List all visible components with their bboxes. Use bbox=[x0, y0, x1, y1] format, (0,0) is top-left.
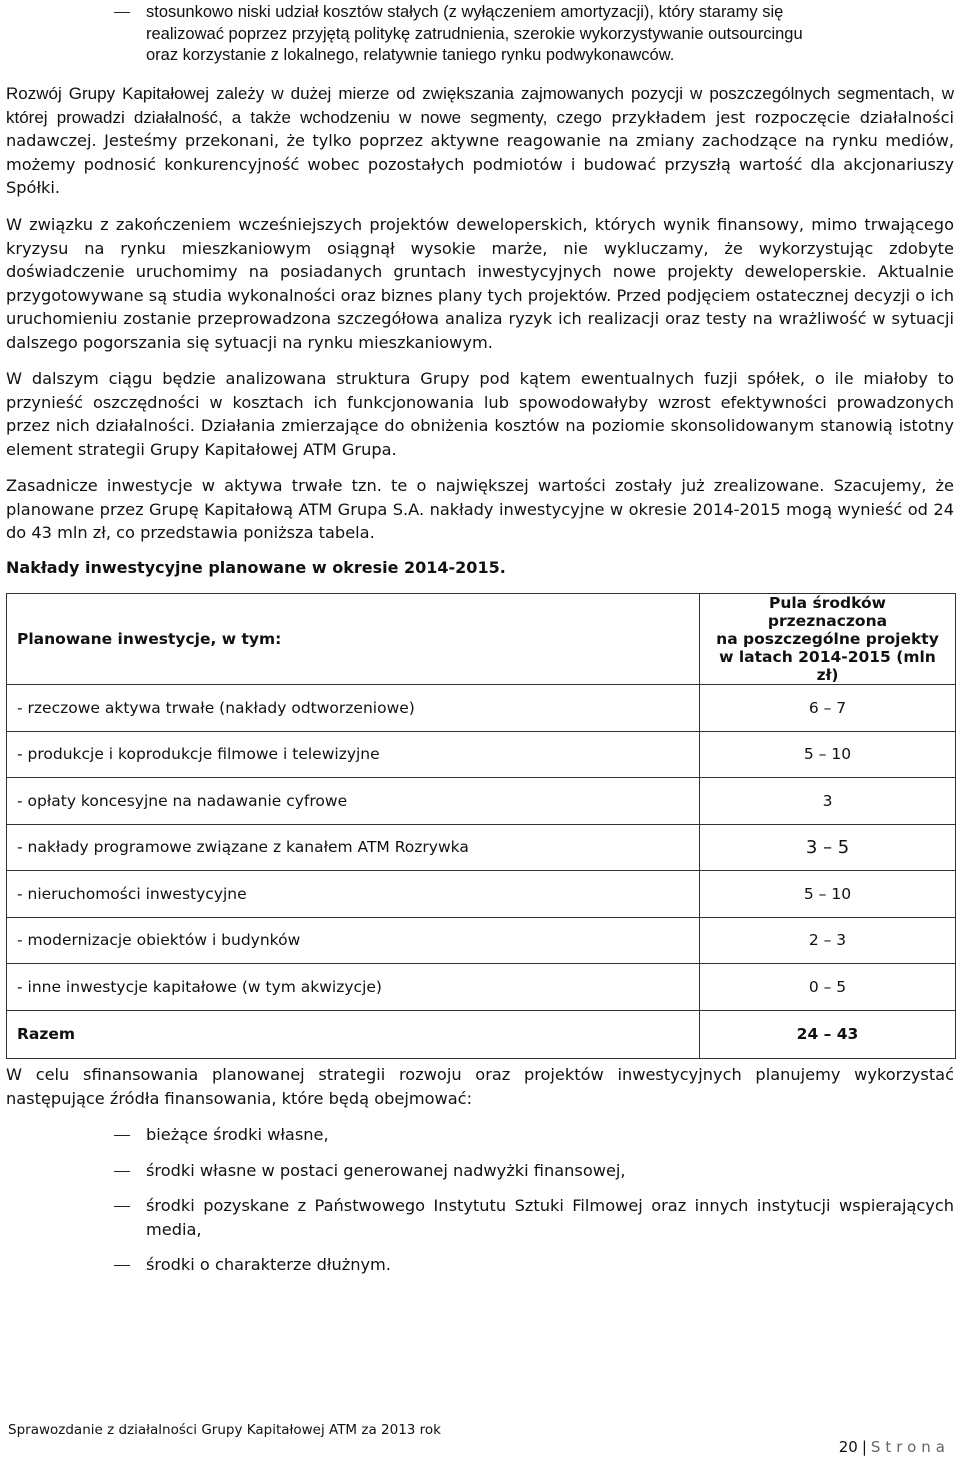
dash-bullet-icon bbox=[114, 1135, 130, 1136]
row-label: - nieruchomości inwestycyjne bbox=[7, 871, 700, 918]
header-line: Pula środków przeznaczona bbox=[767, 594, 888, 630]
row-label: - rzeczowe aktywa trwałe (nakłady odtworzeniowe) bbox=[7, 685, 700, 732]
row-value: 5 – 10 bbox=[700, 871, 956, 918]
paragraph-text: Aktualnie przygotowywane są studia wykonalności oraz biznes plany tych projektów. Przed podjęciem ostatecznej decyzji o ich uruchomieniu zostanie przeprowadzona szczegółowa analiza ryzyk ich realizacji oraz testy na wrażliwość w sytuacji dalszego pogorszania się sytuacji na rynku mieszkaniowym. bbox=[6, 262, 954, 352]
row-label: - inne inwestycje kapitałowe (w tym akwizycje) bbox=[7, 964, 700, 1011]
header-line: na poszczególne projekty bbox=[716, 630, 939, 648]
row-value: 0 – 5 bbox=[700, 964, 956, 1011]
row-value: 3 bbox=[700, 778, 956, 825]
paragraph-text: Jesteśmy przekonani, że tylko poprzez aktywne reagowanie na zmiany zachodzące na rynku mediów, możemy podnosić konkurencyjność wobec pozostałych podmiotów i budować przyszłą wartość dla akcjonariuszy Spółki. bbox=[6, 131, 954, 197]
table-heading-wrap bbox=[6, 557, 954, 579]
header-line: w latach 2014-2015 (mln zł) bbox=[719, 648, 936, 684]
row-value: 5 – 10 bbox=[700, 731, 956, 778]
page-number: 20 bbox=[838, 1438, 858, 1456]
list-item-text: środki własne w postaci generowanej nadwyżki finansowej, bbox=[146, 1160, 626, 1180]
dash-bullet-icon bbox=[114, 1206, 130, 1207]
row-value: 6 – 7 bbox=[700, 685, 956, 732]
list-item bbox=[6, 1253, 954, 1277]
list-item-text: bieżące środki własne, bbox=[146, 1125, 329, 1144]
row-label: - produkcje i koprodukcje filmowe i telewizyjne bbox=[7, 731, 700, 778]
paragraph-text: przykładem jest rozpoczęcie działalności nadawczej. bbox=[6, 107, 954, 150]
total-value: 24 – 43 bbox=[700, 1010, 956, 1058]
intro-line: oraz korzystanie z lokalnego, relatywnie taniego rynku podwykonawców. bbox=[146, 46, 675, 64]
page-separator: | bbox=[861, 1438, 867, 1456]
table-row bbox=[7, 871, 956, 918]
paragraph-text: Rozwój Grupy Kapitałowej zależy w dużej mierze od zwiększania zajmowanych pozycji w poszczególnych segmentach, w której prowadzi działalność, a także wchodzeniu w nowe segmenty, czego bbox=[6, 84, 954, 127]
intro-line: stosunkowo niski udział kosztów stałych (z wyłączeniem amortyzacji), który staramy się bbox=[146, 3, 784, 21]
table-row bbox=[7, 778, 956, 825]
paragraph-text: Zasadnicze inwestycje w aktywa trwałe tzn. te o największej wartości zostały już zrealizowane. Szacujemy, że planowane przez Grupę Kapitałową ATM Grupa S.A. nakłady inwestycyjne w okresie 2014-2015 mogą wynieść od 24 do 43 mln zł, co przedstawia poniższa tabela. bbox=[6, 476, 954, 542]
funding-list bbox=[6, 1123, 954, 1277]
row-label: - nakłady programowe związane z kanałem ATM Rozrywka bbox=[7, 824, 700, 871]
table-row bbox=[7, 685, 956, 732]
dash-bullet-icon bbox=[114, 12, 130, 13]
paragraph-text: W związku z zakończeniem wcześniejszych projektów deweloperskich, których wynik finansowy, mimo trwającego kryzysu na rynku mieszkaniowym osiągnął wysokie marże, nie wykluczamy, że wykorzystując zdobyte doświadczenie uruchomimy na posiadanych gruntach inwestycyjnych nowe projekty deweloperskie. bbox=[6, 215, 954, 281]
paragraph-text: W celu sfinansowania planowanej strategii rozwoju oraz projektów inwestycyjnych planujemy wykorzystać następujące źródła finansowania, które będą obejmować: bbox=[6, 1065, 954, 1108]
row-value: 3 – 5 bbox=[700, 824, 956, 871]
page-number-block bbox=[839, 1438, 950, 1456]
page-word: Strona bbox=[870, 1438, 950, 1456]
list-item-text: środki o charakterze dłużnym. bbox=[146, 1255, 391, 1274]
table-heading: Nakłady inwestycyjne planowane w okresie 2014-2015. bbox=[6, 558, 506, 577]
paragraph-structure bbox=[6, 367, 954, 461]
investment-table bbox=[6, 593, 956, 1059]
dash-bullet-icon bbox=[114, 1265, 130, 1266]
paragraph-text: W dalszym ciągu będzie analizowana struktura Grupy pod kątem ewentualnych fuzji spółek, o ile miałoby to przynieść oszczędności w kosztach ich funkcjonowania lub spowodowałyby wzrost efektywności prowadzonych przez nich działalności. bbox=[6, 369, 954, 435]
paragraph-funding bbox=[6, 1063, 954, 1110]
list-item bbox=[6, 1194, 954, 1241]
table-header-row bbox=[7, 594, 956, 685]
dash-bullet-icon bbox=[114, 1171, 130, 1172]
intro-line: realizować poprzez przyjętą politykę zatrudnienia, szerokie wykorzystywanie outsourcingu bbox=[146, 24, 803, 43]
paragraph-text: Działania zmierzające do obniżenia kosztów na poziomie skonsolidowanym stanowią istotny element strategii Grupy Kapitałowej ATM Grupa. bbox=[6, 416, 954, 459]
table-total-row bbox=[7, 1010, 956, 1058]
table-header-cell bbox=[700, 594, 956, 685]
list-item bbox=[6, 1159, 954, 1183]
table-header-cell: Planowane inwestycje, w tym: bbox=[7, 594, 700, 685]
row-label: - modernizacje obiektów i budynków bbox=[7, 917, 700, 964]
row-value: 2 – 3 bbox=[700, 917, 956, 964]
paragraph-investments bbox=[6, 474, 954, 545]
list-item bbox=[6, 1123, 954, 1147]
total-label: Razem bbox=[7, 1010, 700, 1058]
page-footer: Sprawozdanie z działalności Grupy Kapitałowej ATM za 2013 rok bbox=[8, 1422, 442, 1438]
table-row bbox=[7, 731, 956, 778]
investment-table-wrap bbox=[6, 593, 956, 1059]
paragraph-real-estate bbox=[6, 213, 954, 354]
table-row bbox=[7, 917, 956, 964]
table-row bbox=[7, 824, 956, 871]
intro-list-item bbox=[6, 2, 960, 67]
row-label: - opłaty koncesyjne na nadawanie cyfrowe bbox=[7, 778, 700, 825]
list-item-text: środki pozyskane z Państwowego Instytutu Sztuki Filmowej oraz innych instytucji wspierających media, bbox=[146, 1196, 954, 1239]
paragraph-development bbox=[6, 82, 954, 200]
table-row bbox=[7, 964, 956, 1011]
